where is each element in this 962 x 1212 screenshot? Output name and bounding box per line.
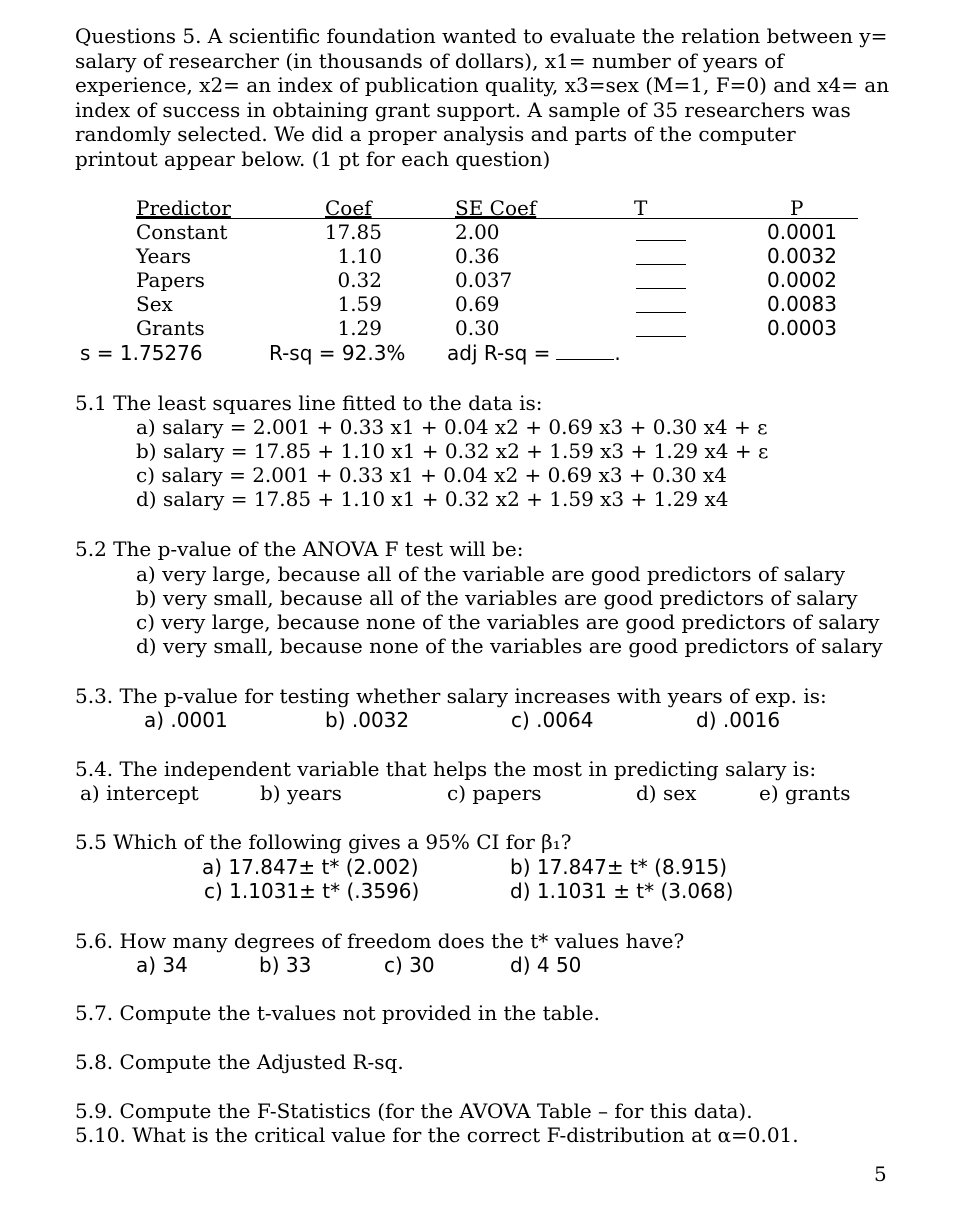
row-se: 0.69 <box>455 292 500 316</box>
q5-4-option: e) grants <box>759 781 851 805</box>
row-p: 0.0001 <box>767 220 837 244</box>
intro-line: printout appear below. (1 pt for each question) <box>75 146 551 171</box>
q5-4-option: c) papers <box>447 781 542 805</box>
adj-r-squared-blank <box>556 342 614 360</box>
header-se-coef: SE Coef <box>455 196 537 220</box>
intro-line: Questions 5. A scientific foundation wanted to evaluate the relation between y= <box>75 24 888 48</box>
q5-6-option: c) 30 <box>384 953 435 977</box>
row-coef: 1.29 <box>337 316 382 340</box>
q5-6-stem: 5.6. How many degrees of freedom does the t* values have? <box>75 929 685 953</box>
row-predictor: Constant <box>136 220 228 244</box>
intro-line: index of success in obtaining grant support. A sample of 35 researchers was <box>75 97 851 122</box>
row-p: 0.0032 <box>767 244 837 268</box>
q5-5-option: c) 1.1031± t* (.3596) <box>204 879 420 903</box>
row-se: 2.00 <box>455 220 500 244</box>
question-intro <box>75 24 915 171</box>
row-coef: 0.32 <box>337 268 382 292</box>
q5-4-option: b) years <box>260 781 342 805</box>
q5-1-option: b) salary = 17.85 + 1.10 x1 + 0.32 x2 + 1.59 x3 + 1.29 x4 + ε <box>136 439 769 463</box>
q5-7-stem: 5.7. Compute the t-values not provided in the table. <box>75 1001 600 1025</box>
q5-5-option: b) 17.847± t* (8.915) <box>510 855 728 879</box>
q5-1-option: a) salary = 2.001 + 0.33 x1 + 0.04 x2 + 0.69 x3 + 0.30 x4 + ε <box>136 415 768 439</box>
header-p: P <box>790 196 804 220</box>
header-t: T <box>634 196 648 220</box>
q5-2-option: b) very small, because all of the variables are good predictors of salary <box>136 586 858 610</box>
t-value-blank <box>636 312 686 313</box>
row-se: 0.037 <box>455 268 513 292</box>
q5-1-option: c) salary = 2.001 + 0.33 x1 + 0.04 x2 + 0.69 x3 + 0.30 x4 <box>136 463 727 487</box>
q5-5-stem: 5.5 Which of the following gives a 95% CI for β₁? <box>75 830 572 854</box>
r-squared: R-sq = 92.3% <box>269 341 406 365</box>
q5-3-option: b) .0032 <box>325 708 410 732</box>
adj-r-squared: adj R-sq = . <box>447 341 621 365</box>
row-coef: 17.85 <box>324 220 382 244</box>
q5-2-option: a) very large, because all of the variable are good predictors of salary <box>136 562 846 586</box>
q5-1-option: d) salary = 17.85 + 1.10 x1 + 0.32 x2 + 1.59 x3 + 1.29 x4 <box>136 487 729 511</box>
row-se: 0.36 <box>455 244 500 268</box>
q5-3-option: a) .0001 <box>144 708 228 732</box>
row-p: 0.0003 <box>767 316 837 340</box>
q5-9-stem: 5.9. Compute the F-Statistics (for the AVOVA Table – for this data). <box>75 1099 753 1123</box>
adj-r-squared-label: adj R-sq = <box>447 341 551 365</box>
q5-6-option: b) 33 <box>259 953 312 977</box>
q5-5-option: a) 17.847± t* (2.002) <box>202 855 419 879</box>
intro-line: experience, x2= an index of publication quality, x3=sex (M=1, F=0) and x4= an <box>75 73 890 97</box>
header-predictor: Predictor <box>136 196 231 220</box>
q5-4-stem: 5.4. The independent variable that helps the most in predicting salary is: <box>75 757 817 781</box>
q5-2-option: c) very large, because none of the variables are good predictors of salary <box>136 610 880 634</box>
row-p: 0.0002 <box>767 268 837 292</box>
intro-line: randomly selected. We did a proper analysis and parts of the computer <box>75 122 796 146</box>
q5-6-option: d) 4 50 <box>510 953 582 977</box>
q5-4-option: d) sex <box>636 781 697 805</box>
q5-3-option: c) .0064 <box>511 708 594 732</box>
std-error-s: s = 1.75276 <box>80 341 203 365</box>
q5-3-stem: 5.3. The p-value for testing whether salary increases with years of exp. is: <box>75 684 827 708</box>
q5-3-option: d) .0016 <box>696 708 781 732</box>
q5-5-option: d) 1.1031 ± t* (3.068) <box>510 879 734 903</box>
q5-6-option: a) 34 <box>136 953 188 977</box>
row-predictor: Grants <box>136 316 205 340</box>
intro-line: salary of researcher (in thousands of dollars), x1= number of years of <box>75 48 784 73</box>
row-coef: 1.59 <box>337 292 382 316</box>
q5-2-stem: 5.2 The p-value of the ANOVA F test will be: <box>75 537 524 561</box>
q5-10-stem: 5.10. What is the critical value for the correct F-distribution at α=0.01. <box>75 1123 799 1147</box>
t-value-blank <box>636 264 686 265</box>
header-rule <box>136 218 858 219</box>
row-predictor: Papers <box>136 268 205 292</box>
q5-2-option: d) very small, because none of the variables are good predictors of salary <box>136 634 883 658</box>
row-predictor: Years <box>136 244 192 268</box>
q5-4-option: a) intercept <box>80 781 199 805</box>
t-value-blank <box>636 240 686 241</box>
row-se: 0.30 <box>455 316 500 340</box>
t-value-blank <box>636 288 686 289</box>
q5-1-stem: 5.1 The least squares line fitted to the data is: <box>75 391 543 415</box>
q5-8-stem: 5.8. Compute the Adjusted R-sq. <box>75 1050 404 1074</box>
row-predictor: Sex <box>136 292 173 316</box>
row-coef: 1.10 <box>337 244 382 268</box>
row-p: 0.0083 <box>767 292 837 316</box>
page-number: 5 <box>874 1162 887 1186</box>
header-coef: Coef <box>325 196 372 220</box>
t-value-blank <box>636 336 686 337</box>
